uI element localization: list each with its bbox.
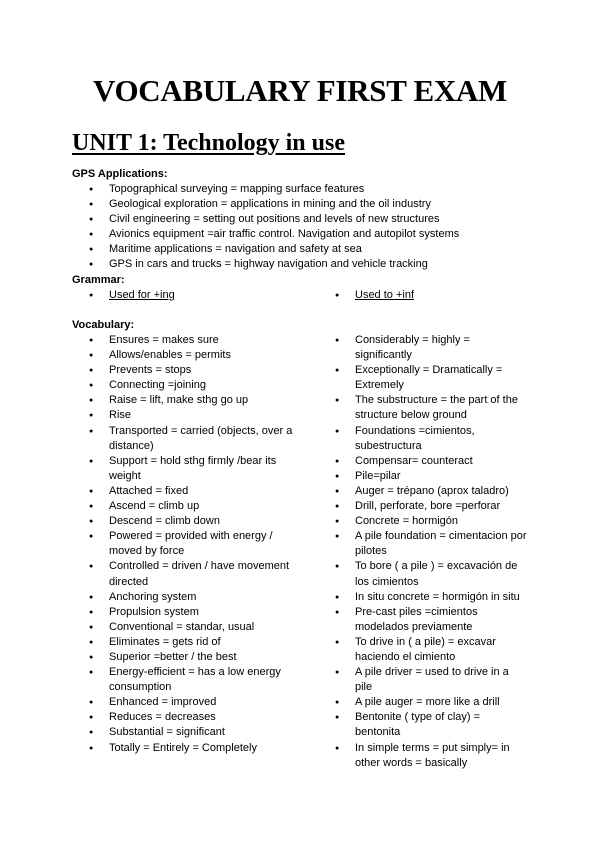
vocabulary-list-left <box>89 333 294 756</box>
list-item: ● Prevents = stops <box>89 363 294 378</box>
vocabulary-label: Vocabulary: <box>72 319 135 331</box>
list-item: ● Anchoring system <box>89 590 294 605</box>
list-item: ● Auger = trépano (aprox taladro) <box>335 484 527 499</box>
vocabulary-list-right <box>335 333 527 771</box>
list-item: ● Connecting =joining <box>89 378 294 393</box>
list-item: ● Substantial = significant <box>89 725 294 740</box>
list-item: ● Pre-cast piles =cimientos modelados previamente <box>335 605 527 635</box>
list-item: ● Considerably = highly = significantly <box>335 333 527 363</box>
list-item: ● To bore ( a pile ) = excavación de los cimientos <box>335 559 527 589</box>
list-item: ● Bentonite ( type of clay) = bentonita <box>335 710 527 740</box>
list-item: ● Descend = climb down <box>89 514 294 529</box>
list-item: ● Energy-efficient = has a low energy consumption <box>89 665 294 695</box>
list-item: ● The substructure = the part of the structure below ground <box>335 393 527 423</box>
list-item: ● GPS in cars and trucks = highway navigation and vehicle tracking <box>89 257 509 272</box>
list-item: ● Rise <box>89 408 294 423</box>
list-item: ● Geological exploration = applications in mining and the oil industry <box>89 197 509 212</box>
list-item: ● Transported = carried (objects, over a distance) <box>89 424 294 454</box>
list-item: ● Topographical surveying = mapping surface features <box>89 182 509 197</box>
list-item: ● Propulsion system <box>89 605 294 620</box>
list-item: ● Exceptionally = Dramatically = Extremely <box>335 363 527 393</box>
list-item: ● Enhanced = improved <box>89 695 294 710</box>
list-item: ● A pile foundation = cimentacion por pilotes <box>335 529 527 559</box>
gps-label: GPS Applications: <box>72 168 168 180</box>
list-item: ● In situ concrete = hormigón in situ <box>335 590 527 605</box>
list-item: ● Superior =better / the best <box>89 650 294 665</box>
list-item: ● Civil engineering = setting out positions and levels of new structures <box>89 212 509 227</box>
list-item: ● Drill, perforate, bore =perforar <box>335 499 527 514</box>
list-item: ● To drive in ( a pile) = excavar haciendo el cimiento <box>335 635 527 665</box>
list-item: ● A pile driver = used to drive in a pile <box>335 665 527 695</box>
list-item: ● Ensures = makes sure <box>89 333 294 348</box>
list-item: ● Compensar= counteract <box>335 454 527 469</box>
list-item: ● Conventional = standar, usual <box>89 620 294 635</box>
list-item: ● Powered = provided with energy / moved by force <box>89 529 294 559</box>
list-item: ● Raise = lift, make sthg go up <box>89 393 294 408</box>
list-item: ● Reduces = decreases <box>89 710 294 725</box>
list-item: ● Pile=pilar <box>335 469 527 484</box>
grammar-list-left <box>89 288 309 303</box>
list-item: ● Ascend = climb up <box>89 499 294 514</box>
list-item: ● Support = hold sthg firmly /bear its weight <box>89 454 294 484</box>
list-item: ● Totally = Entirely = Completely <box>89 741 294 756</box>
grammar-label: Grammar: <box>72 274 125 286</box>
list-item: ● A pile auger = more like a drill <box>335 695 527 710</box>
unit-heading: UNIT 1: Technology in use <box>72 130 345 156</box>
list-item <box>89 288 309 303</box>
list-item: ● Controlled = driven / have movement directed <box>89 559 294 589</box>
grammar-list-right <box>335 288 535 303</box>
list-item: ● Maritime applications = navigation and safety at sea <box>89 242 509 257</box>
grammar-used-to: Used to +inf <box>355 289 415 301</box>
list-item: ● Attached = fixed <box>89 484 294 499</box>
list-item: ● Allows/enables = permits <box>89 348 294 363</box>
list-item: ● Foundations =cimientos, subestructura <box>335 424 527 454</box>
page-title: VOCABULARY FIRST EXAM <box>93 73 507 108</box>
gps-list <box>89 182 509 273</box>
list-item: ● In simple terms = put simply= in other words = basically <box>335 741 527 771</box>
grammar-used-for: Used for +ing <box>109 289 175 301</box>
list-item: ● Concrete = hormigón <box>335 514 527 529</box>
list-item <box>335 288 535 303</box>
list-item: ● Eliminates = gets rid of <box>89 635 294 650</box>
list-item: ● Avionics equipment =air traffic control. Navigation and autopilot systems <box>89 227 509 242</box>
